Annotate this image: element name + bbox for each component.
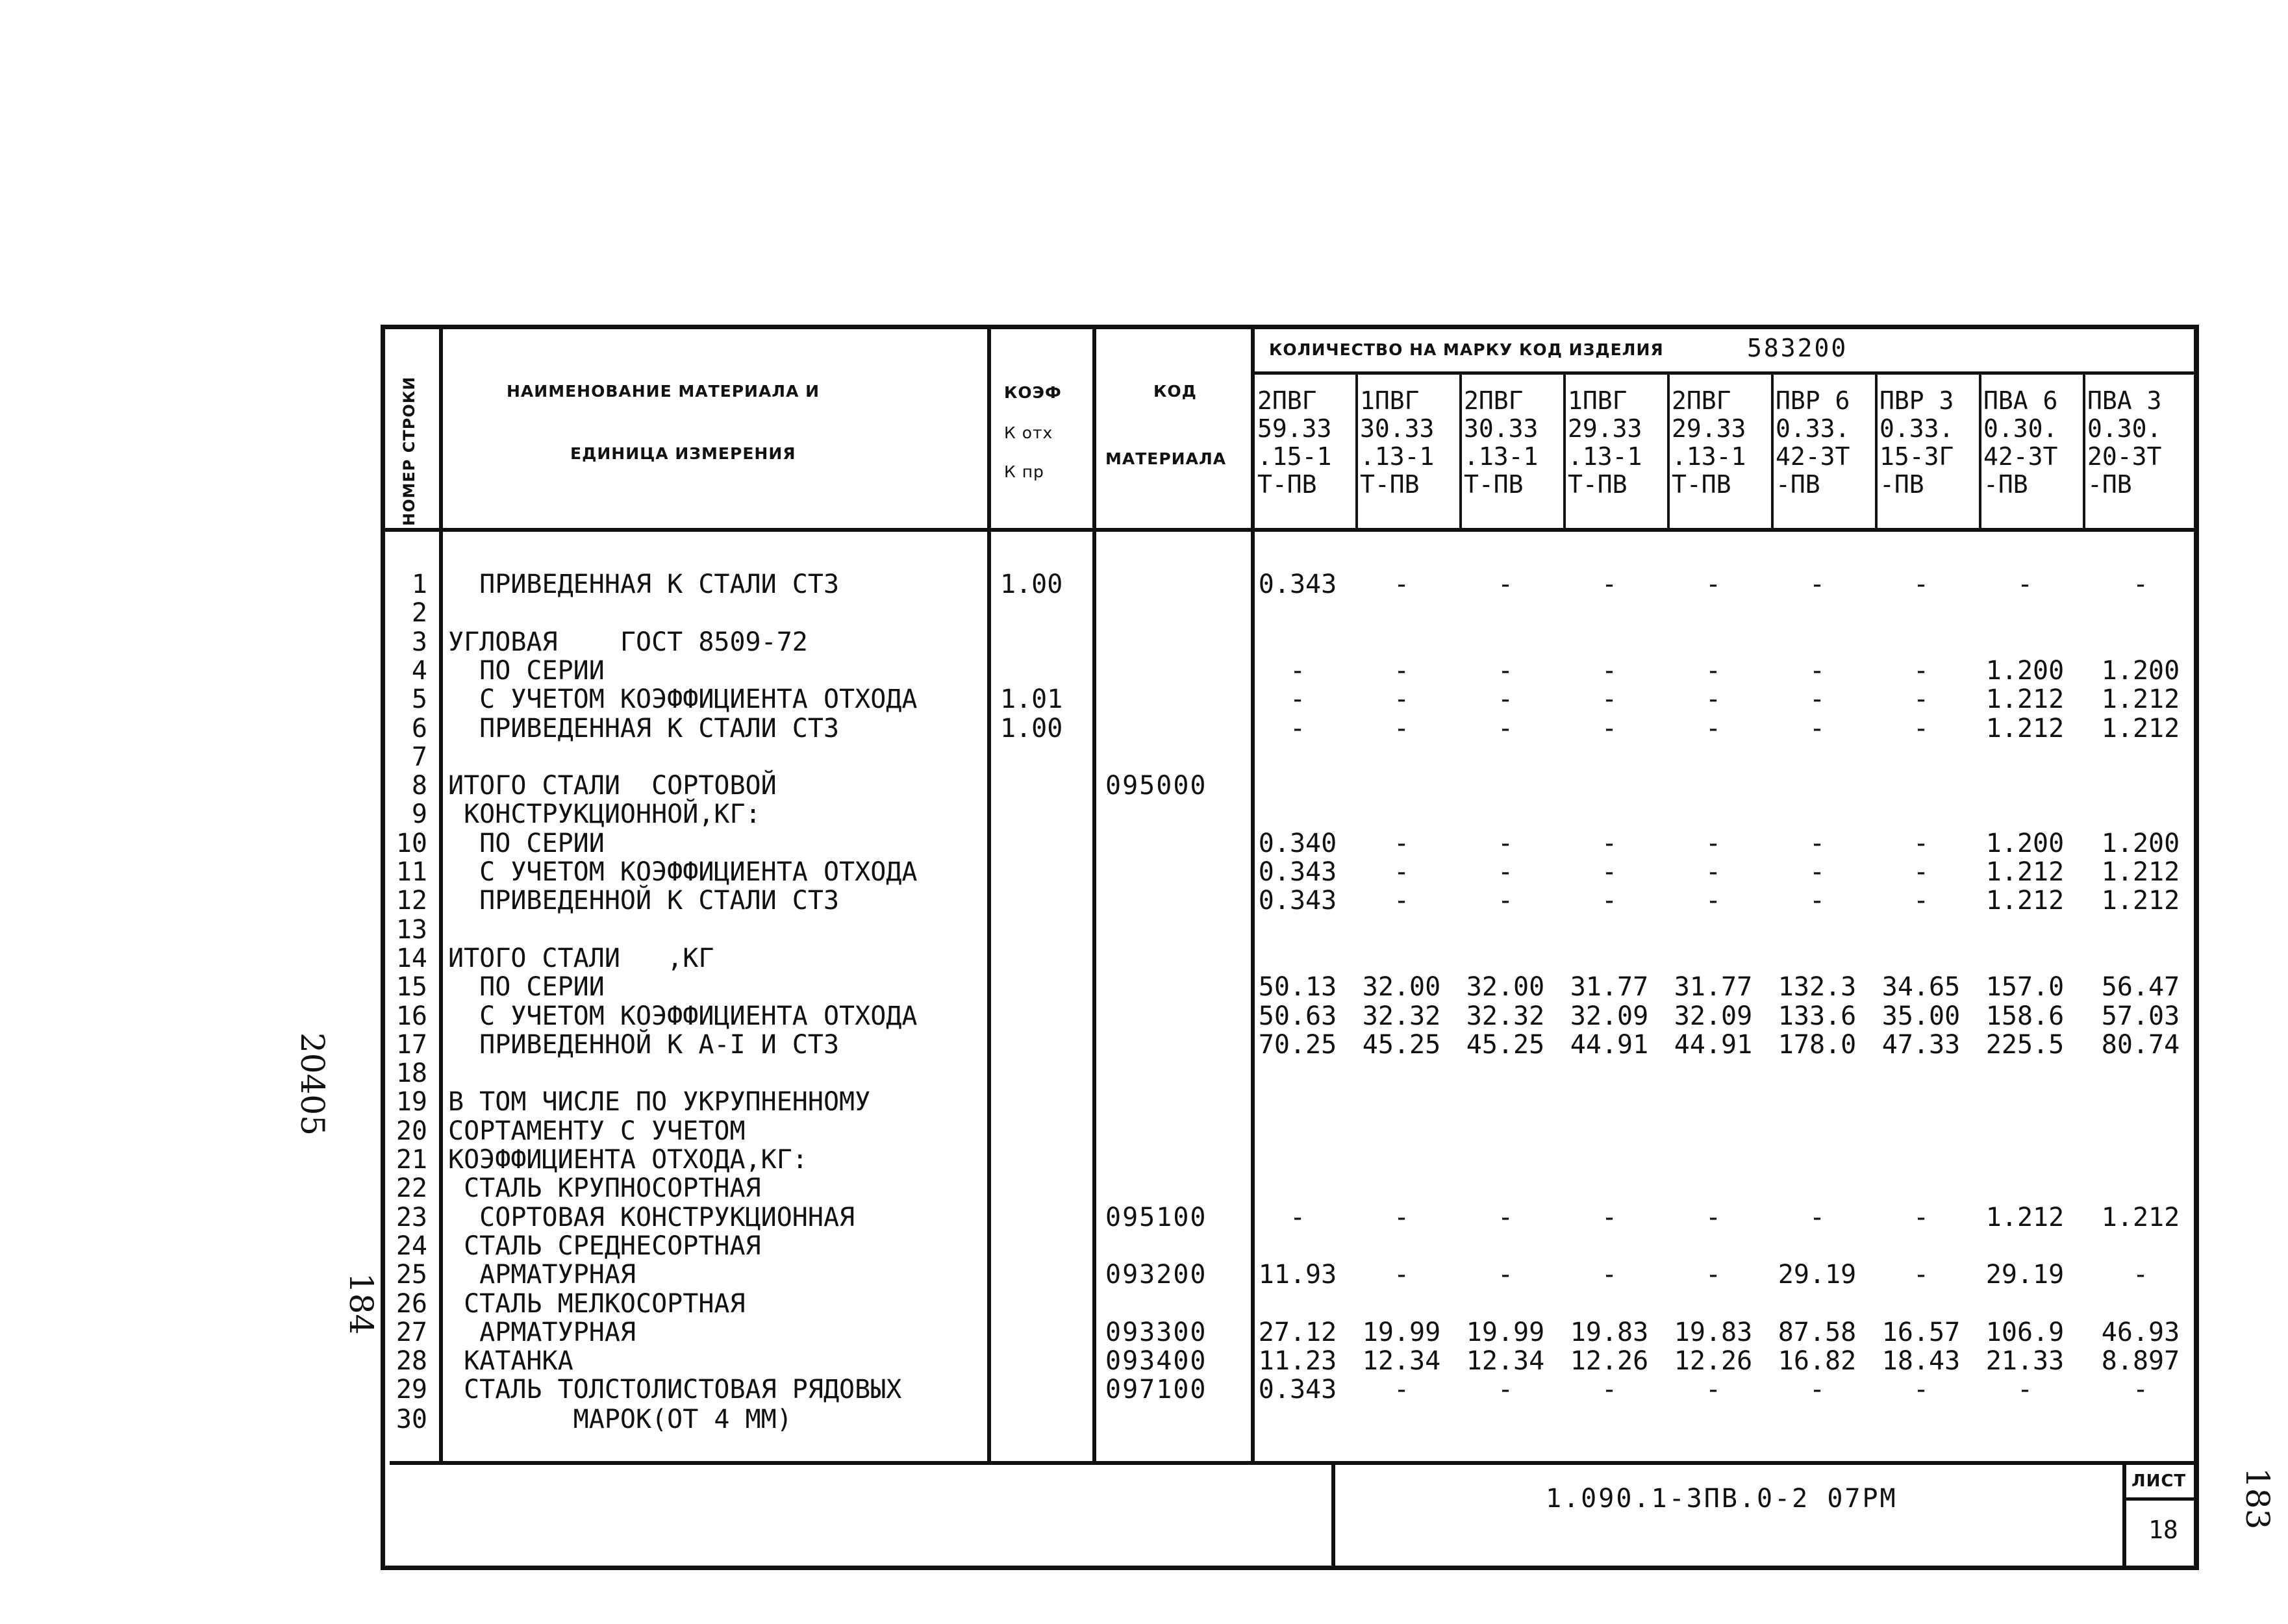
value-cell: -: [1497, 857, 1514, 887]
value-cell: -: [1393, 828, 1410, 858]
value-cell: -: [2017, 569, 2033, 599]
material-name: В ТОМ ЧИСЛЕ ПО УКРУПНЕННОМУ: [448, 1087, 871, 1118]
value-cell: 1.212: [1985, 1202, 2065, 1232]
value-cell: 1.200: [2101, 828, 2180, 858]
value-cell: 32.32: [1362, 1001, 1441, 1031]
column-header-line: 1ПВГ: [1568, 386, 1628, 415]
value-cell: 1.200: [1985, 828, 2065, 858]
value-cell: -: [1809, 569, 1826, 599]
value-cell: 11.23: [1258, 1346, 1337, 1377]
value-cell: -: [1601, 828, 1618, 858]
material-name: ПРИВЕДЕННОЙ К А-I И СТ3: [448, 1029, 840, 1060]
row-number: 25: [396, 1260, 427, 1290]
value-cell: 1.200: [1985, 655, 2065, 686]
row-number: 14: [396, 943, 427, 973]
material-name: СТАЛЬ ТОЛСТОЛИСТОВАЯ РЯДОВЫХ: [448, 1375, 902, 1405]
value-cell: -: [1913, 886, 1930, 916]
sheet-number: 18: [2148, 1516, 2178, 1544]
value-cell: 106.9: [1985, 1317, 2065, 1347]
material-name: СТАЛЬ МЕЛКОСОРТНАЯ: [448, 1288, 746, 1319]
value-cell: 0.343: [1258, 1375, 1337, 1405]
column-header-line: 15-3Г: [1879, 442, 1954, 471]
value-cell: 19.83: [1674, 1317, 1753, 1347]
row-number: 24: [396, 1230, 427, 1261]
material-name: СОРТАМЕНТУ С УЧЕТОМ: [448, 1116, 746, 1146]
value-cell: 1.200: [2101, 655, 2180, 686]
value-cell: -: [1497, 1202, 1514, 1232]
value-cell: -: [1289, 1202, 1306, 1232]
column-header-line: Т-ПВ: [1360, 470, 1420, 499]
value-cell: 19.83: [1570, 1317, 1649, 1347]
value-cell: 0.343: [1258, 569, 1337, 599]
column-header-line: Т-ПВ: [1464, 470, 1524, 499]
column-header-line: 0.30.: [2087, 414, 2162, 443]
value-cell: -: [2132, 1260, 2149, 1290]
column-header-line: -ПВ: [1776, 470, 1820, 499]
row-number: 29: [396, 1375, 427, 1405]
material-name: СОРТОВАЯ КОНСТРУКЦИОННАЯ: [448, 1202, 855, 1232]
row-number: 26: [396, 1288, 427, 1319]
value-cell: -: [1913, 684, 1930, 715]
row-number: 27: [396, 1317, 427, 1347]
value-cell: 19.99: [1466, 1317, 1545, 1347]
coefficient: 1.00: [1000, 569, 1063, 599]
material-name: ПРИВЕДЕННОЙ К СТАЛИ СТ3: [448, 886, 840, 916]
document-code: 1.090.1-3ПВ.0-2 07РМ: [1546, 1484, 1898, 1514]
page-number-left: 184: [342, 1273, 380, 1335]
material-name: СТАЛЬ КРУПНОСОРТНАЯ: [448, 1173, 761, 1204]
value-cell: -: [1913, 1202, 1930, 1232]
material-code: 095000: [1105, 771, 1207, 801]
value-cell: -: [2132, 1375, 2149, 1405]
value-cell: -: [1705, 569, 1722, 599]
archive-number: 20405: [294, 1032, 331, 1136]
value-cell: -: [1497, 1375, 1514, 1405]
value-cell: -: [1913, 655, 1930, 686]
row-number: 13: [396, 914, 427, 945]
value-cell: -: [1601, 1202, 1618, 1232]
value-cell: -: [1809, 1375, 1826, 1405]
material-name: ПО СЕРИИ: [448, 655, 605, 686]
value-cell: 157.0: [1985, 972, 2065, 1003]
value-cell: -: [1705, 713, 1722, 743]
value-cell: -: [1913, 713, 1930, 743]
material-code: 093400: [1105, 1346, 1207, 1377]
column-header-line: 2ПВГ: [1672, 386, 1731, 415]
column-header-line: 42-3Т: [1983, 442, 2058, 471]
column-header-line: -ПВ: [1879, 470, 1924, 499]
value-cell: 44.91: [1570, 1029, 1649, 1060]
value-cell: -: [1601, 886, 1618, 916]
value-cell: -: [1809, 684, 1826, 715]
value-cell: 133.6: [1778, 1001, 1857, 1031]
value-cell: 12.34: [1466, 1346, 1545, 1377]
column-header-line: 1ПВГ: [1360, 386, 1420, 415]
row-number: 11: [396, 857, 427, 887]
quantity-header: КОЛИЧЕСТВО НА МАРКУ КОД ИЗДЕЛИЯ: [1269, 340, 1664, 359]
value-cell: -: [1601, 1260, 1618, 1290]
material-code: 093200: [1105, 1260, 1207, 1290]
value-cell: -: [1601, 684, 1618, 715]
value-cell: 1.212: [2101, 713, 2180, 743]
value-cell: 1.212: [1985, 684, 2065, 715]
value-cell: 32.00: [1362, 972, 1441, 1003]
value-cell: 21.33: [1985, 1346, 2065, 1377]
column-header-line: 20-3Т: [2087, 442, 2162, 471]
value-cell: 12.26: [1570, 1346, 1649, 1377]
material-name: С УЧЕТОМ КОЭФФИЦИЕНТА ОТХОДА: [448, 1001, 918, 1031]
column-header-line: Т-ПВ: [1568, 470, 1628, 499]
value-cell: 31.77: [1674, 972, 1753, 1003]
row-number: 7: [411, 742, 427, 772]
column-header-line: 2ПВГ: [1257, 386, 1317, 415]
material-name: СТАЛЬ СРЕДНЕСОРТНАЯ: [448, 1230, 761, 1261]
value-cell: -: [1393, 1260, 1410, 1290]
value-cell: 158.6: [1985, 1001, 2065, 1031]
value-cell: -: [1809, 886, 1826, 916]
column-header-line: ПВА 6: [1983, 386, 2058, 415]
column-header-line: 29.33: [1568, 414, 1642, 443]
value-cell: -: [1497, 569, 1514, 599]
value-cell: 50.63: [1258, 1001, 1337, 1031]
row-number: 5: [411, 684, 427, 715]
row-number: 21: [396, 1145, 427, 1175]
row-number: 22: [396, 1173, 427, 1204]
material-name: ПО СЕРИИ: [448, 828, 605, 858]
value-cell: -: [1705, 655, 1722, 686]
column-header-line: .13-1: [1360, 442, 1435, 471]
value-cell: -: [1393, 713, 1410, 743]
value-cell: 1.212: [1985, 886, 2065, 916]
column-header-line: .13-1: [1568, 442, 1642, 471]
material-name: АРМАТУРНАЯ: [448, 1260, 636, 1290]
coefficient: 1.00: [1000, 713, 1063, 743]
value-cell: 80.74: [2101, 1029, 2180, 1060]
value-cell: -: [2017, 1375, 2033, 1405]
value-cell: -: [1705, 828, 1722, 858]
material-name: ПРИВЕДЕННАЯ К СТАЛИ СТ3: [448, 713, 840, 743]
value-cell: 1.212: [2101, 684, 2180, 715]
material-name: КОНСТРУКЦИОННОЙ,КГ:: [448, 799, 761, 830]
coef-header-line2: К отх: [1004, 423, 1053, 442]
value-cell: -: [1393, 1375, 1410, 1405]
value-cell: -: [1497, 713, 1514, 743]
value-cell: 50.13: [1258, 972, 1337, 1003]
row-number: 6: [411, 713, 427, 743]
material-name: ИТОГО СТАЛИ СОРТОВОЙ: [448, 771, 777, 801]
column-header-line: .13-1: [1672, 442, 1746, 471]
value-cell: -: [1809, 857, 1826, 887]
value-cell: -: [1393, 886, 1410, 916]
row-number: 2: [411, 598, 427, 629]
value-cell: -: [1289, 684, 1306, 715]
value-cell: -: [1809, 713, 1826, 743]
material-name: УГЛОВАЯ ГОСТ 8509-72: [448, 627, 808, 657]
value-cell: 45.25: [1362, 1029, 1441, 1060]
value-cell: -: [1497, 886, 1514, 916]
column-header-line: ПВР 6: [1776, 386, 1850, 415]
material-name: С УЧЕТОМ КОЭФФИЦИЕНТА ОТХОДА: [448, 684, 918, 715]
material-code: 095100: [1105, 1202, 1207, 1232]
material-code: 093300: [1105, 1317, 1207, 1347]
value-cell: -: [1497, 684, 1514, 715]
value-cell: 0.340: [1258, 828, 1337, 858]
column-header-line: 59.33: [1257, 414, 1332, 443]
value-cell: 0.343: [1258, 886, 1337, 916]
value-cell: 47.33: [1881, 1029, 1961, 1060]
value-cell: -: [1705, 857, 1722, 887]
value-cell: 1.212: [1985, 713, 2065, 743]
row-number: 17: [396, 1029, 427, 1060]
value-cell: -: [1497, 1260, 1514, 1290]
row-number: 16: [396, 1001, 427, 1031]
row-number-header: НОМЕР СТРОКИ: [400, 376, 418, 526]
row-number: 8: [411, 771, 427, 801]
value-cell: -: [1913, 1375, 1930, 1405]
value-cell: -: [1809, 655, 1826, 686]
column-header-line: .15-1: [1257, 442, 1332, 471]
column-header-line: 2ПВГ: [1464, 386, 1524, 415]
value-cell: -: [1289, 655, 1306, 686]
value-cell: -: [1705, 684, 1722, 715]
column-header-line: ПВР 3: [1879, 386, 1954, 415]
value-cell: -: [1289, 713, 1306, 743]
column-header-line: 0.33.: [1879, 414, 1954, 443]
column-header-line: -ПВ: [1983, 470, 2028, 499]
value-cell: 19.99: [1362, 1317, 1441, 1347]
value-cell: 56.47: [2101, 972, 2180, 1003]
material-name: ИТОГО СТАЛИ ,КГ: [448, 943, 714, 973]
value-cell: 87.58: [1778, 1317, 1857, 1347]
material-name: КОЭФФИЦИЕНТА ОТХОДА,КГ:: [448, 1145, 808, 1175]
value-cell: -: [1601, 857, 1618, 887]
value-cell: 18.43: [1881, 1346, 1961, 1377]
value-cell: 29.19: [1778, 1260, 1857, 1290]
value-cell: -: [1601, 713, 1618, 743]
value-cell: 70.25: [1258, 1029, 1337, 1060]
column-header-line: 42-3Т: [1776, 442, 1850, 471]
coef-header-line3: К пр: [1004, 462, 1044, 481]
value-cell: 32.09: [1570, 1001, 1649, 1031]
coef-header-line1: КОЭФ: [1004, 383, 1062, 402]
row-number: 20: [396, 1116, 427, 1146]
value-cell: 1.212: [2101, 886, 2180, 916]
sheet-label: ЛИСТ: [2131, 1471, 2187, 1491]
value-cell: 32.00: [1466, 972, 1545, 1003]
value-cell: -: [1809, 828, 1826, 858]
value-cell: -: [1393, 655, 1410, 686]
column-header-line: 30.33: [1464, 414, 1539, 443]
value-cell: -: [1393, 1202, 1410, 1232]
value-cell: -: [1705, 1260, 1722, 1290]
value-cell: 27.12: [1258, 1317, 1337, 1347]
column-header-line: 0.33.: [1776, 414, 1850, 443]
material-name: ПО СЕРИИ: [448, 972, 605, 1003]
value-cell: 34.65: [1881, 972, 1961, 1003]
column-header-line: 29.33: [1672, 414, 1746, 443]
column-header-line: -ПВ: [2087, 470, 2132, 499]
value-cell: -: [1913, 569, 1930, 599]
column-header-line: Т-ПВ: [1257, 470, 1317, 499]
row-number: 30: [396, 1405, 427, 1435]
column-header-line: 0.30.: [1983, 414, 2058, 443]
value-cell: -: [1705, 886, 1722, 916]
value-cell: 1.212: [2101, 857, 2180, 887]
value-cell: -: [1705, 1375, 1722, 1405]
value-cell: -: [1601, 569, 1618, 599]
value-cell: -: [2132, 569, 2149, 599]
value-cell: -: [1913, 857, 1930, 887]
value-cell: -: [1601, 1375, 1618, 1405]
value-cell: 12.34: [1362, 1346, 1441, 1377]
row-number: 1: [411, 569, 427, 599]
code-header-line1: КОД: [1153, 382, 1197, 401]
value-cell: -: [1601, 655, 1618, 686]
value-cell: 45.25: [1466, 1029, 1545, 1060]
value-cell: -: [1705, 1202, 1722, 1232]
value-cell: -: [1393, 569, 1410, 599]
code-header-line2: МАТЕРИАЛА: [1105, 449, 1227, 468]
product-code: 583200: [1747, 334, 1848, 362]
value-cell: 8.897: [2101, 1346, 2180, 1377]
row-number: 9: [411, 799, 427, 830]
value-cell: 29.19: [1985, 1260, 2065, 1290]
value-cell: 16.57: [1881, 1317, 1961, 1347]
row-number: 15: [396, 972, 427, 1003]
column-header-line: Т-ПВ: [1672, 470, 1731, 499]
value-cell: 35.00: [1881, 1001, 1961, 1031]
material-name: КАТАНКА: [448, 1346, 573, 1377]
row-number: 10: [396, 828, 427, 858]
value-cell: -: [1393, 684, 1410, 715]
value-cell: -: [1497, 828, 1514, 858]
value-cell: -: [1913, 828, 1930, 858]
row-number: 12: [396, 886, 427, 916]
value-cell: 12.26: [1674, 1346, 1753, 1377]
value-cell: 132.3: [1778, 972, 1857, 1003]
coefficient: 1.01: [1000, 684, 1063, 715]
material-name: АРМАТУРНАЯ: [448, 1317, 636, 1347]
row-number: 19: [396, 1087, 427, 1118]
value-cell: 31.77: [1570, 972, 1649, 1003]
column-header-line: .13-1: [1464, 442, 1539, 471]
value-cell: -: [1913, 1260, 1930, 1290]
row-number: 23: [396, 1202, 427, 1232]
column-header-line: ПВА 3: [2087, 386, 2162, 415]
row-number: 4: [411, 655, 427, 686]
value-cell: 44.91: [1674, 1029, 1753, 1060]
value-cell: 46.93: [2101, 1317, 2180, 1347]
material-name: ПРИВЕДЕННАЯ К СТАЛИ СТ3: [448, 569, 840, 599]
value-cell: 57.03: [2101, 1001, 2180, 1031]
material-header-line2: ЕДИНИЦА ИЗМЕРЕНИЯ: [570, 444, 796, 463]
value-cell: 0.343: [1258, 857, 1337, 887]
material-code: 097100: [1105, 1375, 1207, 1405]
value-cell: 225.5: [1985, 1029, 2065, 1060]
value-cell: 32.32: [1466, 1001, 1545, 1031]
row-number: 18: [396, 1058, 427, 1089]
value-cell: 32.09: [1674, 1001, 1753, 1031]
row-number: 28: [396, 1346, 427, 1377]
value-cell: 1.212: [2101, 1202, 2180, 1232]
material-header-line1: НАИМЕНОВАНИЕ МАТЕРИАЛА И: [507, 382, 820, 401]
value-cell: -: [1497, 655, 1514, 686]
material-name: С УЧЕТОМ КОЭФФИЦИЕНТА ОТХОДА: [448, 857, 918, 887]
row-number: 3: [411, 627, 427, 657]
material-name: МАРОК(ОТ 4 ММ): [448, 1405, 792, 1435]
value-cell: -: [1393, 857, 1410, 887]
column-header-line: 30.33: [1360, 414, 1435, 443]
value-cell: 178.0: [1778, 1029, 1857, 1060]
value-cell: 1.212: [1985, 857, 2065, 887]
value-cell: 16.82: [1778, 1346, 1857, 1377]
value-cell: -: [1809, 1202, 1826, 1232]
value-cell: 11.93: [1258, 1260, 1337, 1290]
page-number-right: 183: [2239, 1468, 2276, 1530]
